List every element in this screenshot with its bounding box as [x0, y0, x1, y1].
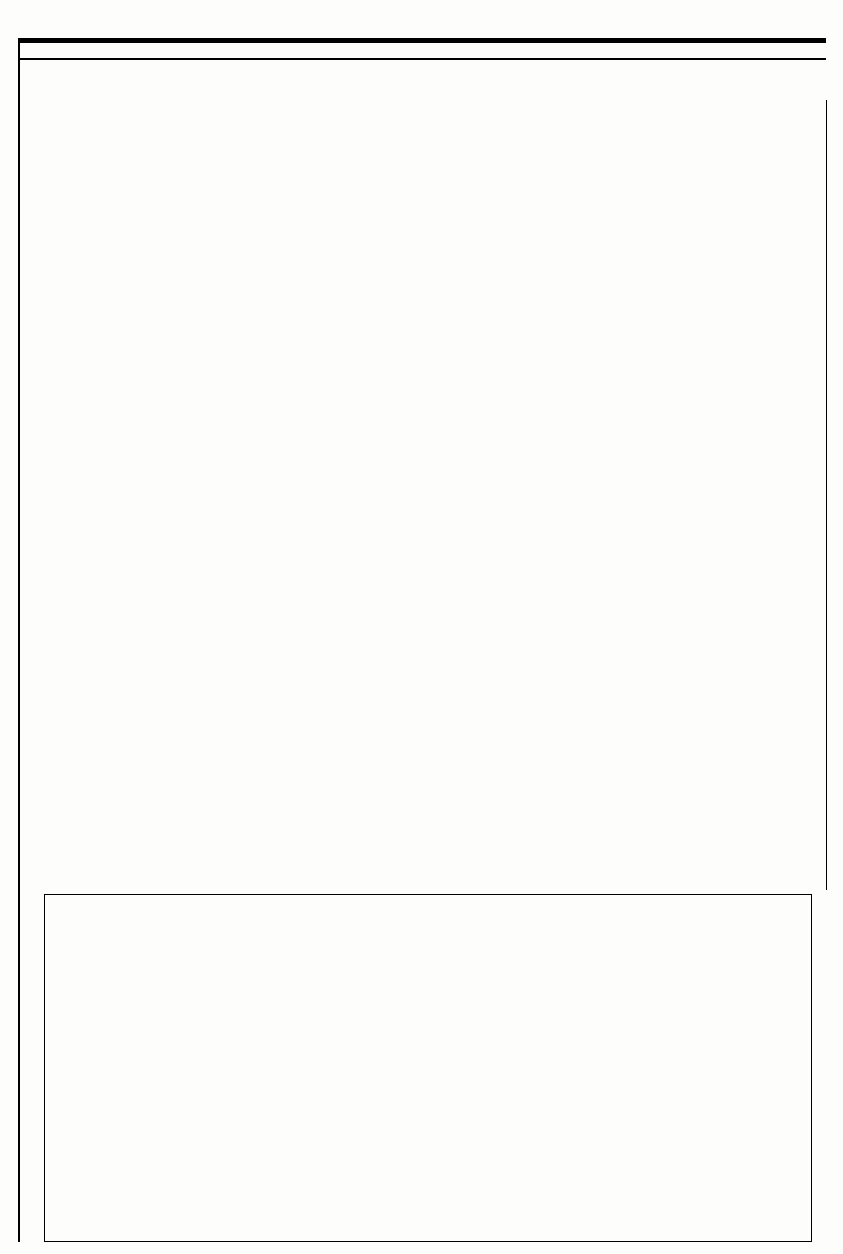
bottom-announcement-box	[44, 894, 812, 1242]
top-announcements-section	[57, 104, 827, 890]
bottom-announcement-title	[53, 900, 803, 913]
page-left-rule	[18, 38, 20, 1242]
masthead	[18, 38, 826, 60]
